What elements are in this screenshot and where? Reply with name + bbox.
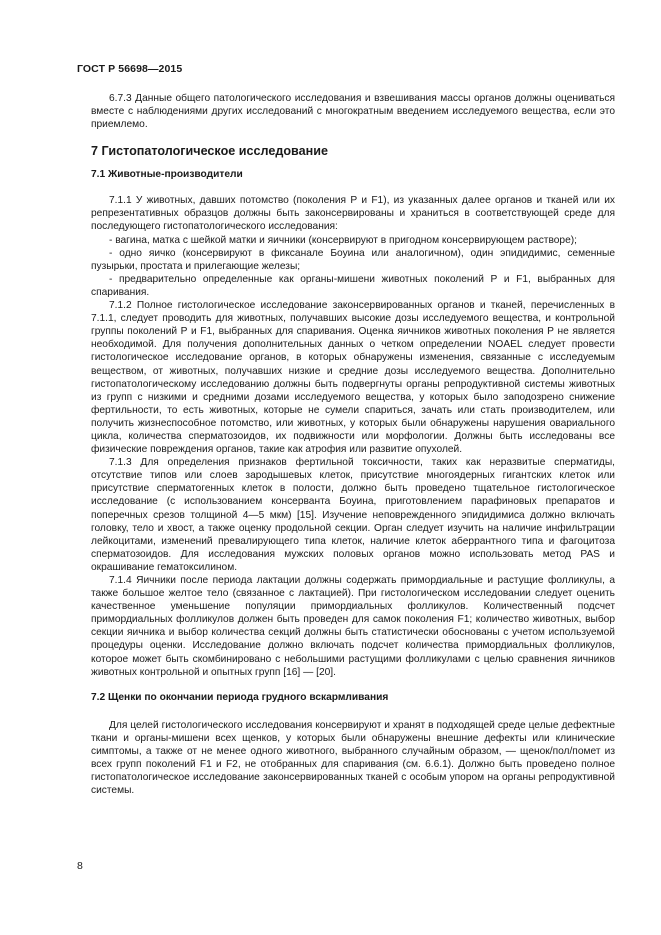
section-7-2-title: 7.2 Щенки по окончании периода грудного вскармливания bbox=[91, 691, 389, 703]
standard-header: ГОСТ Р 56698—2015 bbox=[77, 63, 183, 75]
list-item: - одно яичко (консервируют в фиксанале Боуина или аналогичном), один эпидидимис, семенные пузырьки, простата и прилегающие железы; bbox=[91, 247, 615, 272]
document-body bbox=[91, 92, 615, 797]
paragraph-7-1-2: 7.1.2 Полное гистологическое исследование законсервированных органов и тканей, перечисленных в 7.1.1, следует проводить для животных, получавших высокие дозы исследуемого вещества, и контрольной группы поколений Р и F1, выбранных для спаривания. Оценка яичников животных поколения Р не является необходимой. Для получения дополнительных данных о четком определении NOAEL следует провести гистологическое исследование органов, в которых обнаружены изменения, связанные с исследуемым веществом, от животных, получавших низкие и средние дозы исследуемого вещества. Дополнительно гистопатологическому исследованию должны быть подвергнуты органы репродуктивной системы животных из групп с низкими и средними дозами исследуемого вещества, у которых было заподозрено снижение фертильности, то есть животных, которые не сумели спариться, зачать или стать производителем, или получить жизнеспособное потомство, или животных, у которых были обнаружены нарушения овариального цикла, количества сперматозоидов, их подвижности или морфологии. Должны быть исследованы все физические повреждения органов, такие как атрофия или развитие опухолей. bbox=[91, 300, 615, 456]
list-item: - предварительно определенные как органы-мишени животных поколений Р и F1, выбранных для спаривания. bbox=[91, 273, 615, 298]
paragraph-7-1-3: 7.1.3 Для определения признаков фертильной токсичности, таких как неразвитые сперматиды, отсутствие типов или слоев зародышевых клеток, присутствие многоядерных гигантских клеток или присутствие сперматогенных клеток в полости, должно быть проведено тщательное гистологическое исследование (с использованием консерванта Боуина, приготовлением парафиновых препаратов и поперечных срезов толщиной 4—5 мкм) [15]. Изучение неповрежденного эпидидимиса должно включать головку, тело и хвост, а также оценку продольной секции. Орган следует изучить на наличие инфильтрации лейкоцитами, изменений превалирующего типа клеток, наличие клеток аберрантного типа и фагоцитоза сперматозоидов. Для исследования мужских половых органов можно использовать метод PAS и окрашивание гематоксилином. bbox=[91, 457, 615, 573]
paragraph-7-2: Для целей гистологического исследования консервируют и хранят в подходящей среде целые дефектные ткани и органы-мишени всех щенков, у которых были обнаружены внешние дефекты или клинические симптомы, а также от не менее одного животного, выбранного случайным образом, — щенок/пол/помет из всех групп поколений F1 и F2, не отобранных для спаривания (см. 6.6.1). Должно быть проведено полное гистопатологическое исследование законсервированных тканей с особым упором на органы репродуктивной системы. bbox=[91, 719, 615, 797]
section-7-title: 7 Гистопатологическое исследование bbox=[91, 144, 328, 159]
section-7-1-title: 7.1 Животные-производители bbox=[91, 169, 243, 181]
page-number: 8 bbox=[77, 860, 83, 872]
paragraph-7-1-1: 7.1.1 У животных, давших потомство (поколения Р и F1), из указанных далее органов и тканей или их репрезентативных образцов должны быть законсервированы и храниться в соответствующей среде для последующего гистопатологического исследования: bbox=[91, 195, 615, 233]
paragraph-6-7-3: 6.7.3 Данные общего патологического исследования и взвешивания массы органов должны оцениваться вместе с наблюдениями других исследований с многократным введением исследуемого вещества, если это приемлемо. bbox=[91, 93, 615, 131]
list-item: - вагина, матка с шейкой матки и яичники (консервируют в пригодном консервирующем растворе); bbox=[109, 234, 577, 246]
paragraph-7-1-4: 7.1.4 Яичники после периода лактации должны содержать примордиальные и растущие фолликулы, а также большое желтое тело (связанное с лактацией). При гистологическом исследовании следует оценить качественное уменьшение популяции примордиальных фолликулов. Количественный подсчет примордиальных фолликулов должен быть проведен для самок поколения F1; количество животных, выбор секции яичника и выбор количества секций должны быть статистически обоснованы с учетом используемой процедуры оценки. Исследование должно включать подсчет количества примордиальных фолликулов, которое может быть скомбинировано с небольшими растущими фолликулами с целью сравнения яичников животных контрольной и опытных групп [16] — [20]. bbox=[91, 575, 615, 678]
